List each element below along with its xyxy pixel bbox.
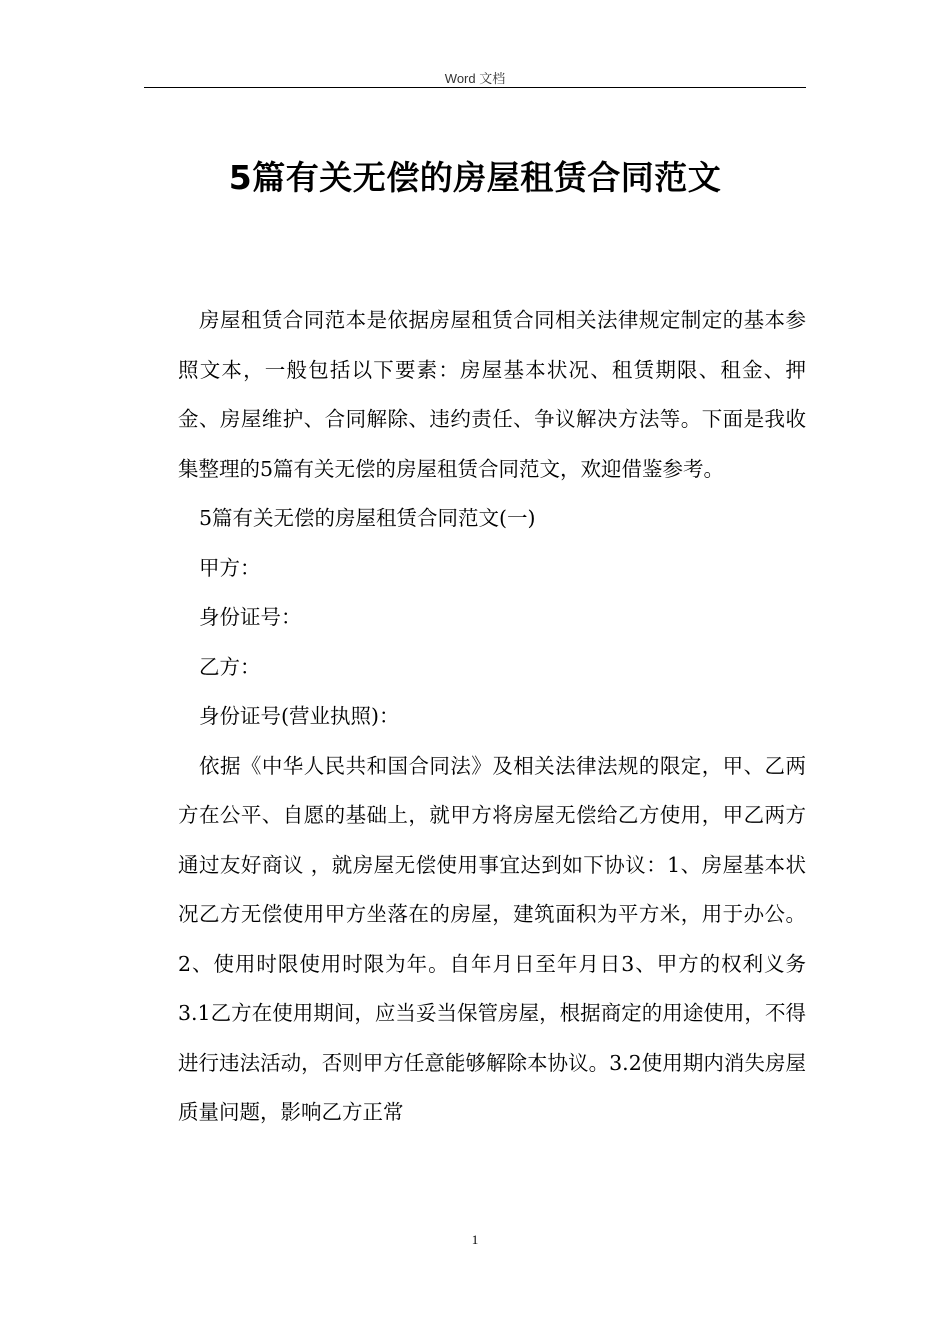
- intro-paragraph: 房屋租赁合同范本是依据房屋租赁合同相关法律规定制定的基本参照文本，一般包括以下要素：房屋基本状况、租赁期限、租金、押金、房屋维护、合同解除、违约责任、争议解决方法等。下面是我收集整理的5篇有关无偿的房屋租赁合同范文，欢迎借鉴参考。: [178, 308, 806, 481]
- contract-clause-paragraph: 依据《中华人民共和国合同法》及相关法律法规的限定，甲、乙两方在公平、自愿的基础上，就甲方将房屋无偿给乙方使用，甲乙两方通过友好商议 ，就房屋无偿使用事宜达到如下协议：1、房屋基本状况乙方无偿使用甲方坐落在的房屋，建筑面积为平方米，用于办公。2、使用时限使用时限为年。自年月日至年月日3、甲方的权利义务3.1乙方在使用期间，应当妥当保管房屋，根据商定的用途使用，不得进行违法活动，否则甲方任意能够解除本协议。3.2使用期内消失房屋质量问题，影响乙方正常: [178, 753, 806, 1124]
- document-title: 5篇有关无偿的房屋租赁合同范文: [228, 158, 722, 197]
- party-a-id-line: 身份证号：: [199, 605, 302, 629]
- page-number: 1: [471, 1232, 479, 1247]
- party-b-id-line: 身份证号(营业执照)：: [199, 704, 400, 728]
- document-body: [178, 296, 806, 1138]
- page-header-label: Word 文档: [444, 71, 506, 86]
- header-divider: [144, 87, 806, 88]
- section-heading: 5篇有关无偿的房屋租赁合同范文(一): [199, 506, 536, 530]
- party-a-line: 甲方：: [199, 555, 261, 580]
- party-b-line: 乙方：: [199, 654, 261, 679]
